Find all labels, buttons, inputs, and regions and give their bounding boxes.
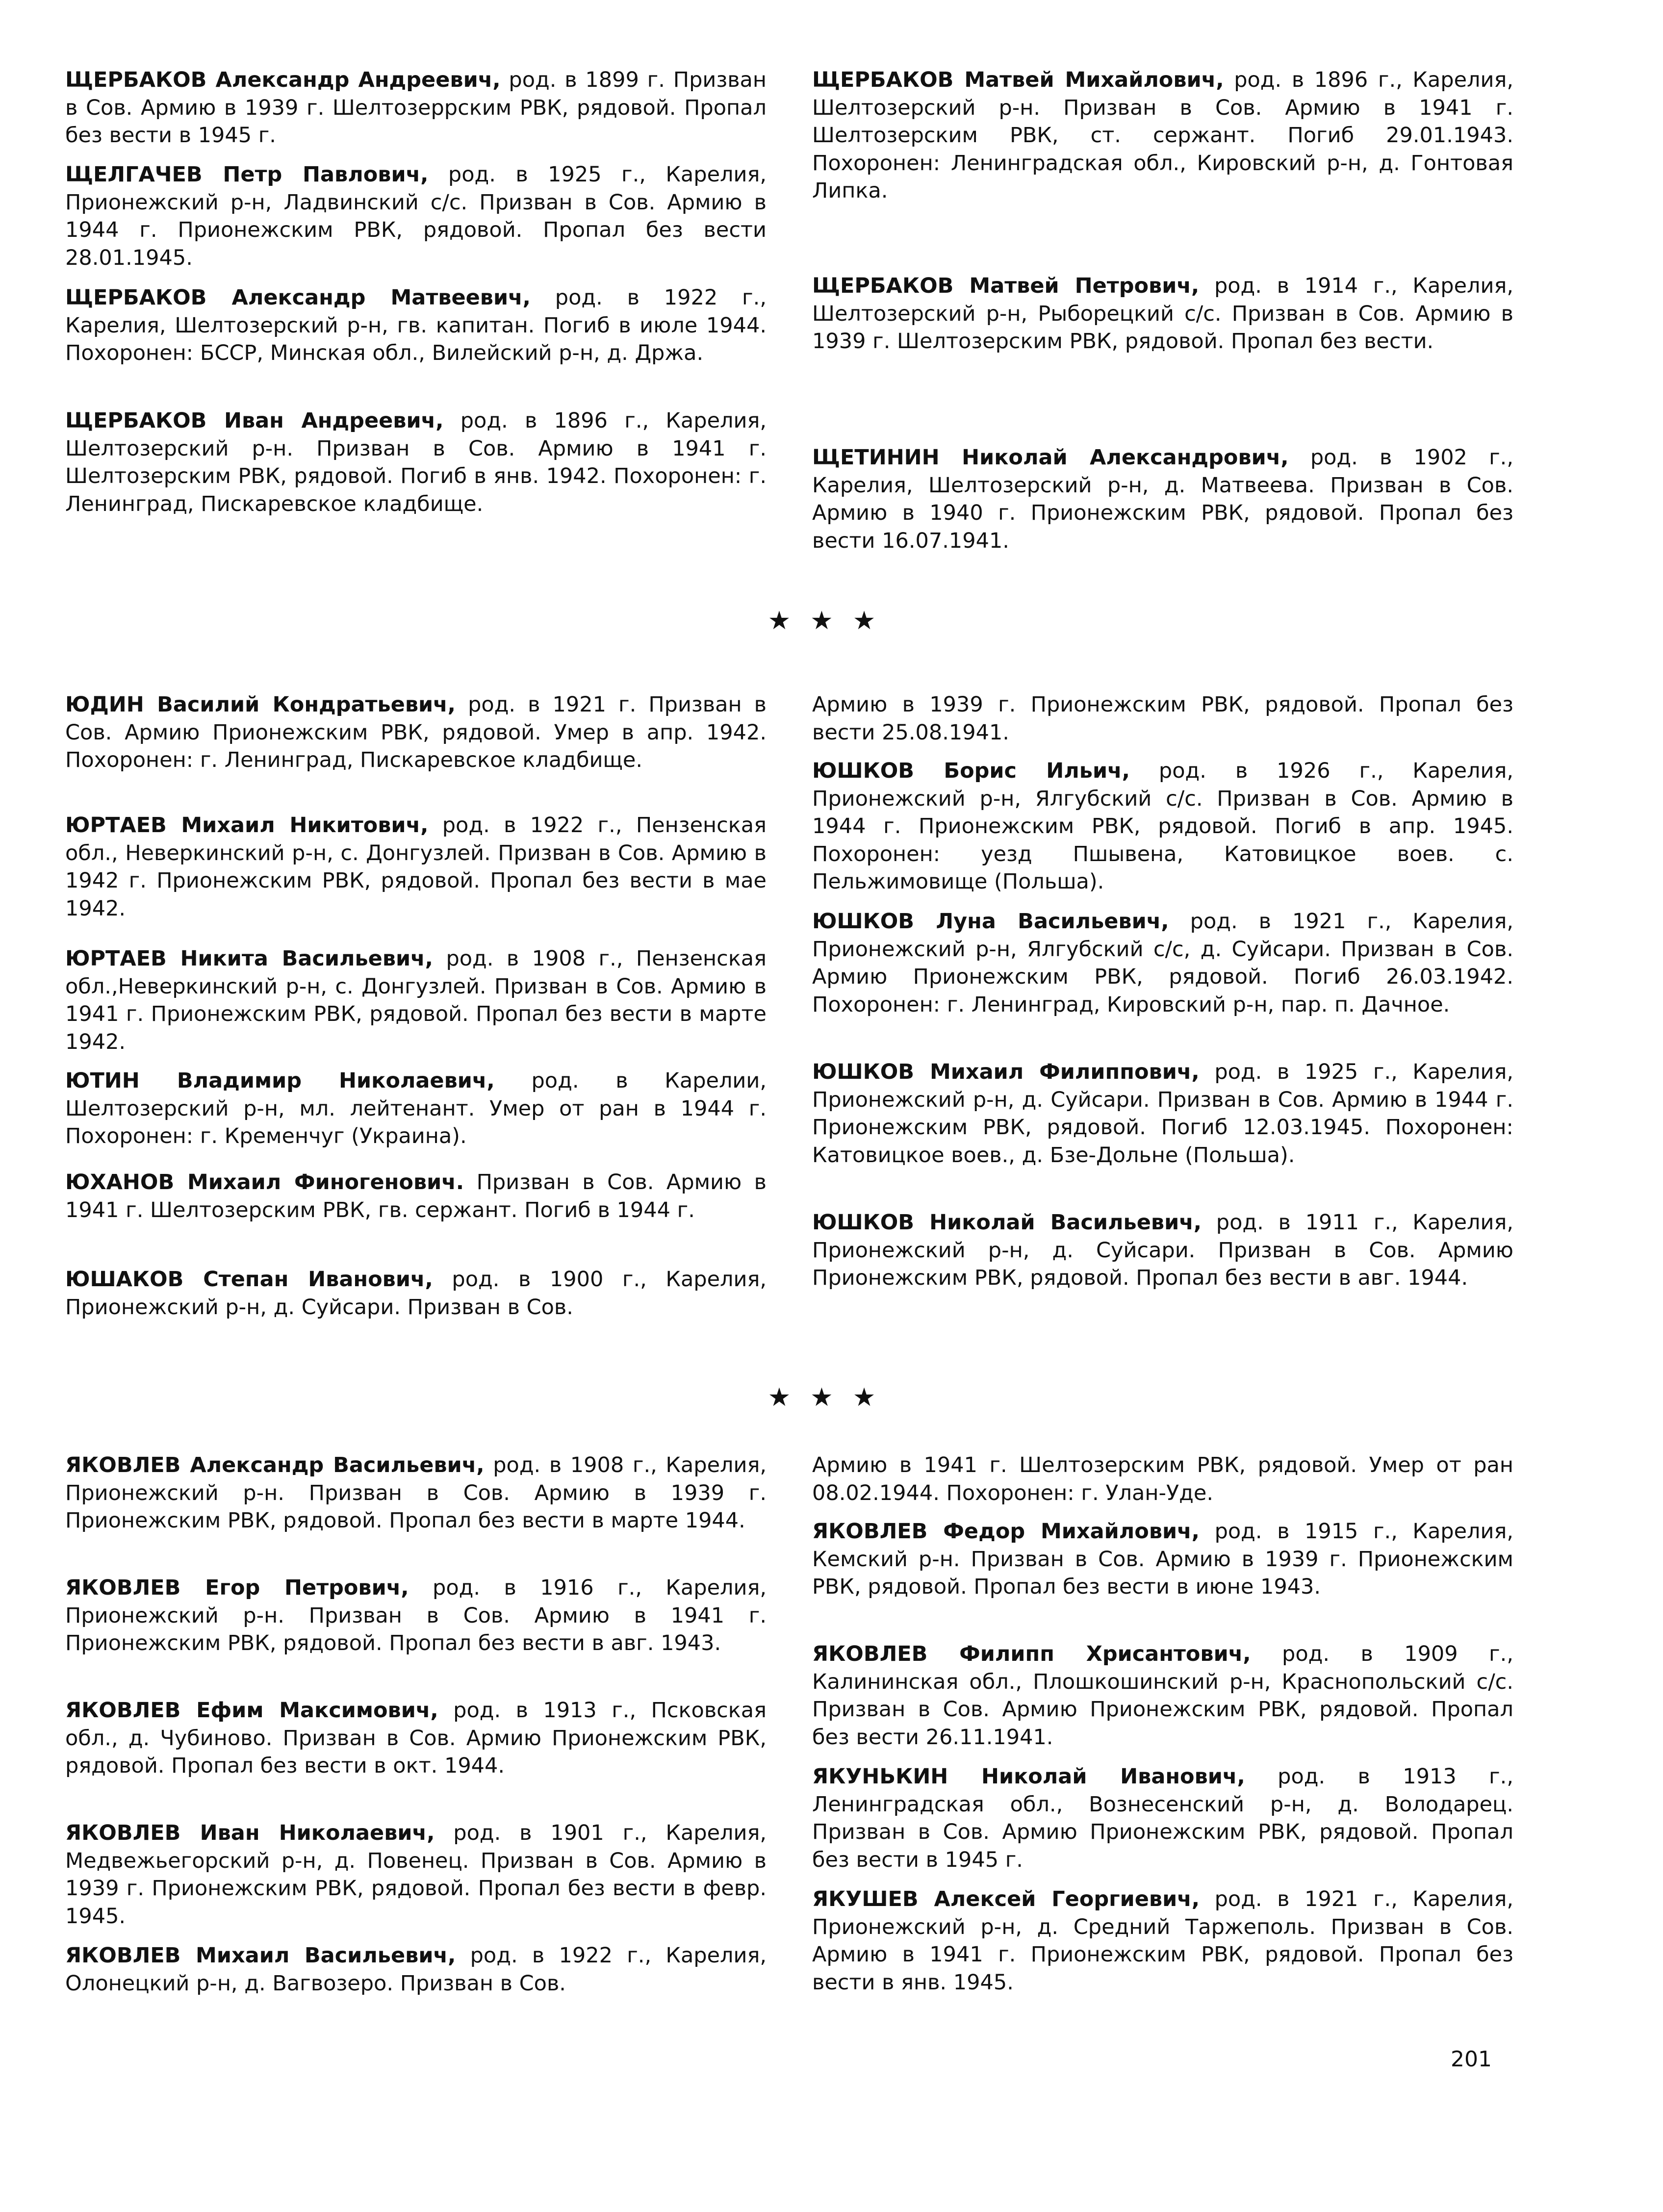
entry-name: ЩЕРБАКОВ Матвей Михайлович, bbox=[812, 68, 1224, 92]
entry-name: ЩЕТИНИН Николай Александрович, bbox=[812, 445, 1289, 470]
entry-name: ЮТИН Владимир Николаевич, bbox=[65, 1068, 495, 1093]
entry-name: ЯКУНЬКИН Николай Иванович, bbox=[812, 1764, 1245, 1789]
entry bbox=[65, 66, 767, 150]
entry-text: род. в 1925 г., Карелия, Прионежский р-н, д. Суйсари. Призван в Сов. Армию в 1944 г. Прионежским РВК, рядовой. Погиб 12.03.1945. Похоронен: Катовицкое воев., д. Бзе-Дольне (Польша). bbox=[812, 1060, 1514, 1168]
entry-name: ЯКОВЛЕВ Егор Петрович, bbox=[65, 1576, 409, 1600]
entry-name: ЮРТАЕВ Михаил Никитович, bbox=[65, 813, 429, 838]
entry-name: ЩЕРБАКОВ Александр Матвеевич, bbox=[65, 285, 531, 310]
entry-text: род. в 1899 г. Призван в Сов. Армию в 1939 г. Шелтозеррским РВК, рядовой. Пропал без вести в 1945 г. bbox=[65, 68, 767, 148]
entry-text: род. в 1911 г., Карелия, Прионежский р-н, д. Суйсари. Призван в Сов. Армию Прионежским РВК, рядовой. Пропал без вести в авг. 1944. bbox=[812, 1210, 1514, 1290]
entry-name: ЮХАНОВ Михаил Финогенович. bbox=[65, 1170, 464, 1195]
entry-text: род. в 1925 г., Карелия, Прионежский р-н, Ладвинский с/с. Призван в Сов. Армию в 1944 г. Прионежским РВК, рядовой. Пропал без вести 28.01.1945. bbox=[65, 162, 767, 270]
entry-name: ЮДИН Василий Кондратьевич, bbox=[65, 692, 456, 717]
entry bbox=[812, 272, 1513, 356]
entry-text: род. в 1908 г., Пензенская обл.,Неверкинский р-н, с. Донгузлей. Призван в Сов. Армию в 1941 г. Прионежским РВК, рядовой. Пропал без вести в марте 1942. bbox=[65, 946, 767, 1054]
entry-name: ЯКУШЕВ Алексей Георгиевич, bbox=[812, 1887, 1200, 1911]
entry bbox=[65, 691, 767, 774]
section-separator: ★★★ bbox=[768, 606, 895, 636]
entry bbox=[65, 161, 767, 272]
entry-name: ЯКОВЛЕВ Михаил Васильевич, bbox=[65, 1943, 456, 1968]
entry-name: ЯКОВЛЕВ Филипп Хрисантович, bbox=[812, 1642, 1251, 1666]
entry-name: ЩЕЛГАЧЕВ Петр Павлович, bbox=[65, 162, 429, 187]
entry-text: род. в 1913 г., Псковская обл., д. Чубиново. Призван в Сов. Армию Прионежским РВК, рядовой. Пропал без вести в окт. 1944. bbox=[65, 1698, 767, 1778]
entry-text: род. в 1926 г., Карелия, Прионежский р-н, Ялгубский с/с. Призван в Сов. Армию в 1944 г. Прионежским РВК, рядовой. Погиб в апр. 1945. Похоронен: уезд Пшывена, Катовицкое воев. с. Пельжимовище (Польша). bbox=[812, 759, 1513, 894]
entry-text: род. в Карелии, Шелтозерский р-н, мл. лейтенант. Умер от ран в 1944 г. Похоронен: г. Кременчуг (Украина). bbox=[65, 1068, 767, 1148]
entry-name: ЯКОВЛЕВ Ефим Максимович, bbox=[65, 1698, 438, 1723]
entry bbox=[65, 284, 767, 367]
entry-continuation bbox=[812, 1451, 1513, 1507]
entry bbox=[812, 1518, 1513, 1601]
entry-text: род. в 1896 г., Карелия, Шелтозерский р-н. Призван в Сов. Армию в 1941 г. Шелтозерским РВК, рядовой. Погиб в янв. 1942. Похоронен: г. Ленинград, Пискаревское кладбище. bbox=[65, 408, 767, 516]
entry-text: род. в 1915 г., Карелия, Кемский р-н. Призван в Сов. Армию в 1939 г. Прионежским РВК, рядовой. Пропал без вести в июне 1943. bbox=[812, 1519, 1514, 1599]
section-separator: ★★★ bbox=[768, 1383, 895, 1412]
entry-name: ЯКОВЛЕВ Александр Васильевич, bbox=[65, 1453, 485, 1477]
page-number: 201 bbox=[1451, 2047, 1492, 2072]
entry-text: род. в 1921 г., Карелия, Прионежский р-н, д. Средний Таржеполь. Призван в Сов. Армию в 1941 г. Прионежским РВК, рядовой. Пропал без вести в янв. 1945. bbox=[812, 1887, 1513, 1995]
entry bbox=[65, 1169, 767, 1224]
entry bbox=[812, 1640, 1513, 1751]
entry bbox=[65, 1574, 767, 1657]
entry-text: род. в 1922 г., Карелия, Шелтозерский р-н, гв. капитан. Погиб в июле 1944. Похоронен: БССР, Минская обл., Вилейский р-н, д. Држа. bbox=[65, 285, 767, 365]
entry-text: род. в 1900 г., Карелия, Прионежский р-н, д. Суйсари. Призван в Сов. bbox=[65, 1267, 767, 1320]
entry-text: род. в 1914 г., Карелия, Шелтозерский р-н, Рыборецкий с/с. Призван в Сов. Армию в 1939 г. Шелтозерским РВК, рядовой. Пропал без вести. bbox=[812, 274, 1514, 354]
entry bbox=[812, 1763, 1513, 1874]
entry bbox=[65, 1067, 767, 1150]
entry-text: род. в 1902 г., Карелия, Шелтозерский р-н, д. Матвеева. Призван в Сов. Армию в 1940 г. Прионежским РВК, рядовой. Пропал без вести 16.07.1941. bbox=[812, 445, 1513, 553]
entry-name: ЯКОВЛЕВ Федор Михайлович, bbox=[812, 1519, 1200, 1544]
entry-name: ЮШКОВ Николай Васильевич, bbox=[812, 1210, 1202, 1235]
entry-text: род. в 1922 г., Пензенская обл., Неверкинский р-н, с. Донгузлей. Призван в Сов. Армию в 1942 г. Прионежским РВК, рядовой. Пропал без вести в мае 1942. bbox=[65, 813, 767, 921]
entry-continuation bbox=[812, 691, 1513, 746]
entry-name: ЩЕРБАКОВ Матвей Петрович, bbox=[812, 274, 1200, 298]
entry bbox=[812, 444, 1513, 555]
entry bbox=[812, 757, 1513, 896]
entry bbox=[65, 1451, 767, 1535]
entry bbox=[812, 908, 1513, 1018]
entry bbox=[65, 1819, 767, 1930]
entry-text: род. в 1909 г., Калининская обл., Плошкошинский р-н, Краснопольский с/с. Призван в Сов. Армию Прионежским РВК, рядовой. Пропал без вести 26.11.1941. bbox=[812, 1642, 1513, 1750]
entry-text: род. в 1916 г., Карелия, Прионежский р-н. Призван в Сов. Армию в 1941 г. Прионежским РВК, рядовой. Пропал без вести в авг. 1943. bbox=[65, 1576, 767, 1655]
entry-text: род. в 1922 г., Карелия, Олонецкий р-н, д. Вагвозеро. Призван в Сов. bbox=[65, 1943, 767, 1996]
entry bbox=[65, 407, 767, 518]
entry-text: род. в 1913 г., Ленинградская обл., Вознесенский р-н, д. Володарец. Призван в Сов. Армию Прионежским РВК, рядовой. Пропал без вести в 1945 г. bbox=[812, 1764, 1513, 1872]
entry bbox=[812, 66, 1513, 205]
entry bbox=[65, 812, 767, 922]
entry-name: ЩЕРБАКОВ Иван Андреевич, bbox=[65, 408, 444, 433]
entry-text: Армию в 1941 г. Шелтозерским РВК, рядовой. Умер от ран 08.02.1944. Похоронен: г. Улан-Уде. bbox=[812, 1453, 1513, 1505]
entry-text: род. в 1921 г. Призван в Сов. Армию Прионежским РВК, рядовой. Умер в апр. 1942. Похоронен: г. Ленинград, Пискаревское кладбище. bbox=[65, 692, 767, 772]
entry-text: род. в 1921 г., Карелия, Прионежский р-н, Ялгубский с/с, д. Суйсари. Призван в Сов. Армию Прионежским РВК, рядовой. Погиб 26.03.1942. Похоронен: г. Ленинград, Кировский р-н, пар. п. Дачное. bbox=[812, 909, 1514, 1017]
entry-name: ЮШКОВ Луна Васильевич, bbox=[812, 909, 1169, 934]
entry-name: ЮШКОВ Борис Ильич, bbox=[812, 759, 1130, 783]
entry-name: ЩЕРБАКОВ Александр Андреевич, bbox=[65, 68, 501, 92]
entry-text: Призван в Сов. Армию в 1941 г. Шелтозерским РВК, гв. сержант. Погиб в 1944 г. bbox=[65, 1170, 767, 1222]
entry bbox=[65, 1942, 767, 1997]
entry-text: род. в 1896 г., Карелия, Шелтозерский р-н. Призван в Сов. Армию в 1941 г. Шелтозерским РВК, ст. сержант. Погиб 29.01.1943. Похоронен: Ленинградская обл., Кировский р-н, д. Гонтовая Липка. bbox=[812, 68, 1514, 203]
entry bbox=[812, 1058, 1513, 1169]
entry bbox=[812, 1209, 1513, 1292]
entry-text: Армию в 1939 г. Прионежским РВК, рядовой. Пропал без вести 25.08.1941. bbox=[812, 692, 1513, 745]
entry-text: род. в 1908 г., Карелия, Прионежский р-н. Призван в Сов. Армию в 1939 г. Прионежским РВК, рядовой. Пропал без вести в марте 1944. bbox=[65, 1453, 767, 1533]
entry bbox=[65, 945, 767, 1056]
entry-name: ЮРТАЕВ Никита Васильевич, bbox=[65, 946, 434, 971]
entry-name: ЮШАКОВ Степан Иванович, bbox=[65, 1267, 433, 1292]
entry bbox=[65, 1266, 767, 1321]
entry-text: род. в 1901 г., Карелия, Медвежьегорский р-н, д. Повенец. Призван в Сов. Армию в 1939 г. Прионежским РВК, рядовой. Пропал без вести в февр. 1945. bbox=[65, 1821, 767, 1929]
entry-name: ЯКОВЛЕВ Иван Николаевич, bbox=[65, 1821, 435, 1845]
entry bbox=[812, 1885, 1513, 1996]
entry-name: ЮШКОВ Михаил Филиппович, bbox=[812, 1060, 1200, 1084]
entry bbox=[65, 1697, 767, 1780]
